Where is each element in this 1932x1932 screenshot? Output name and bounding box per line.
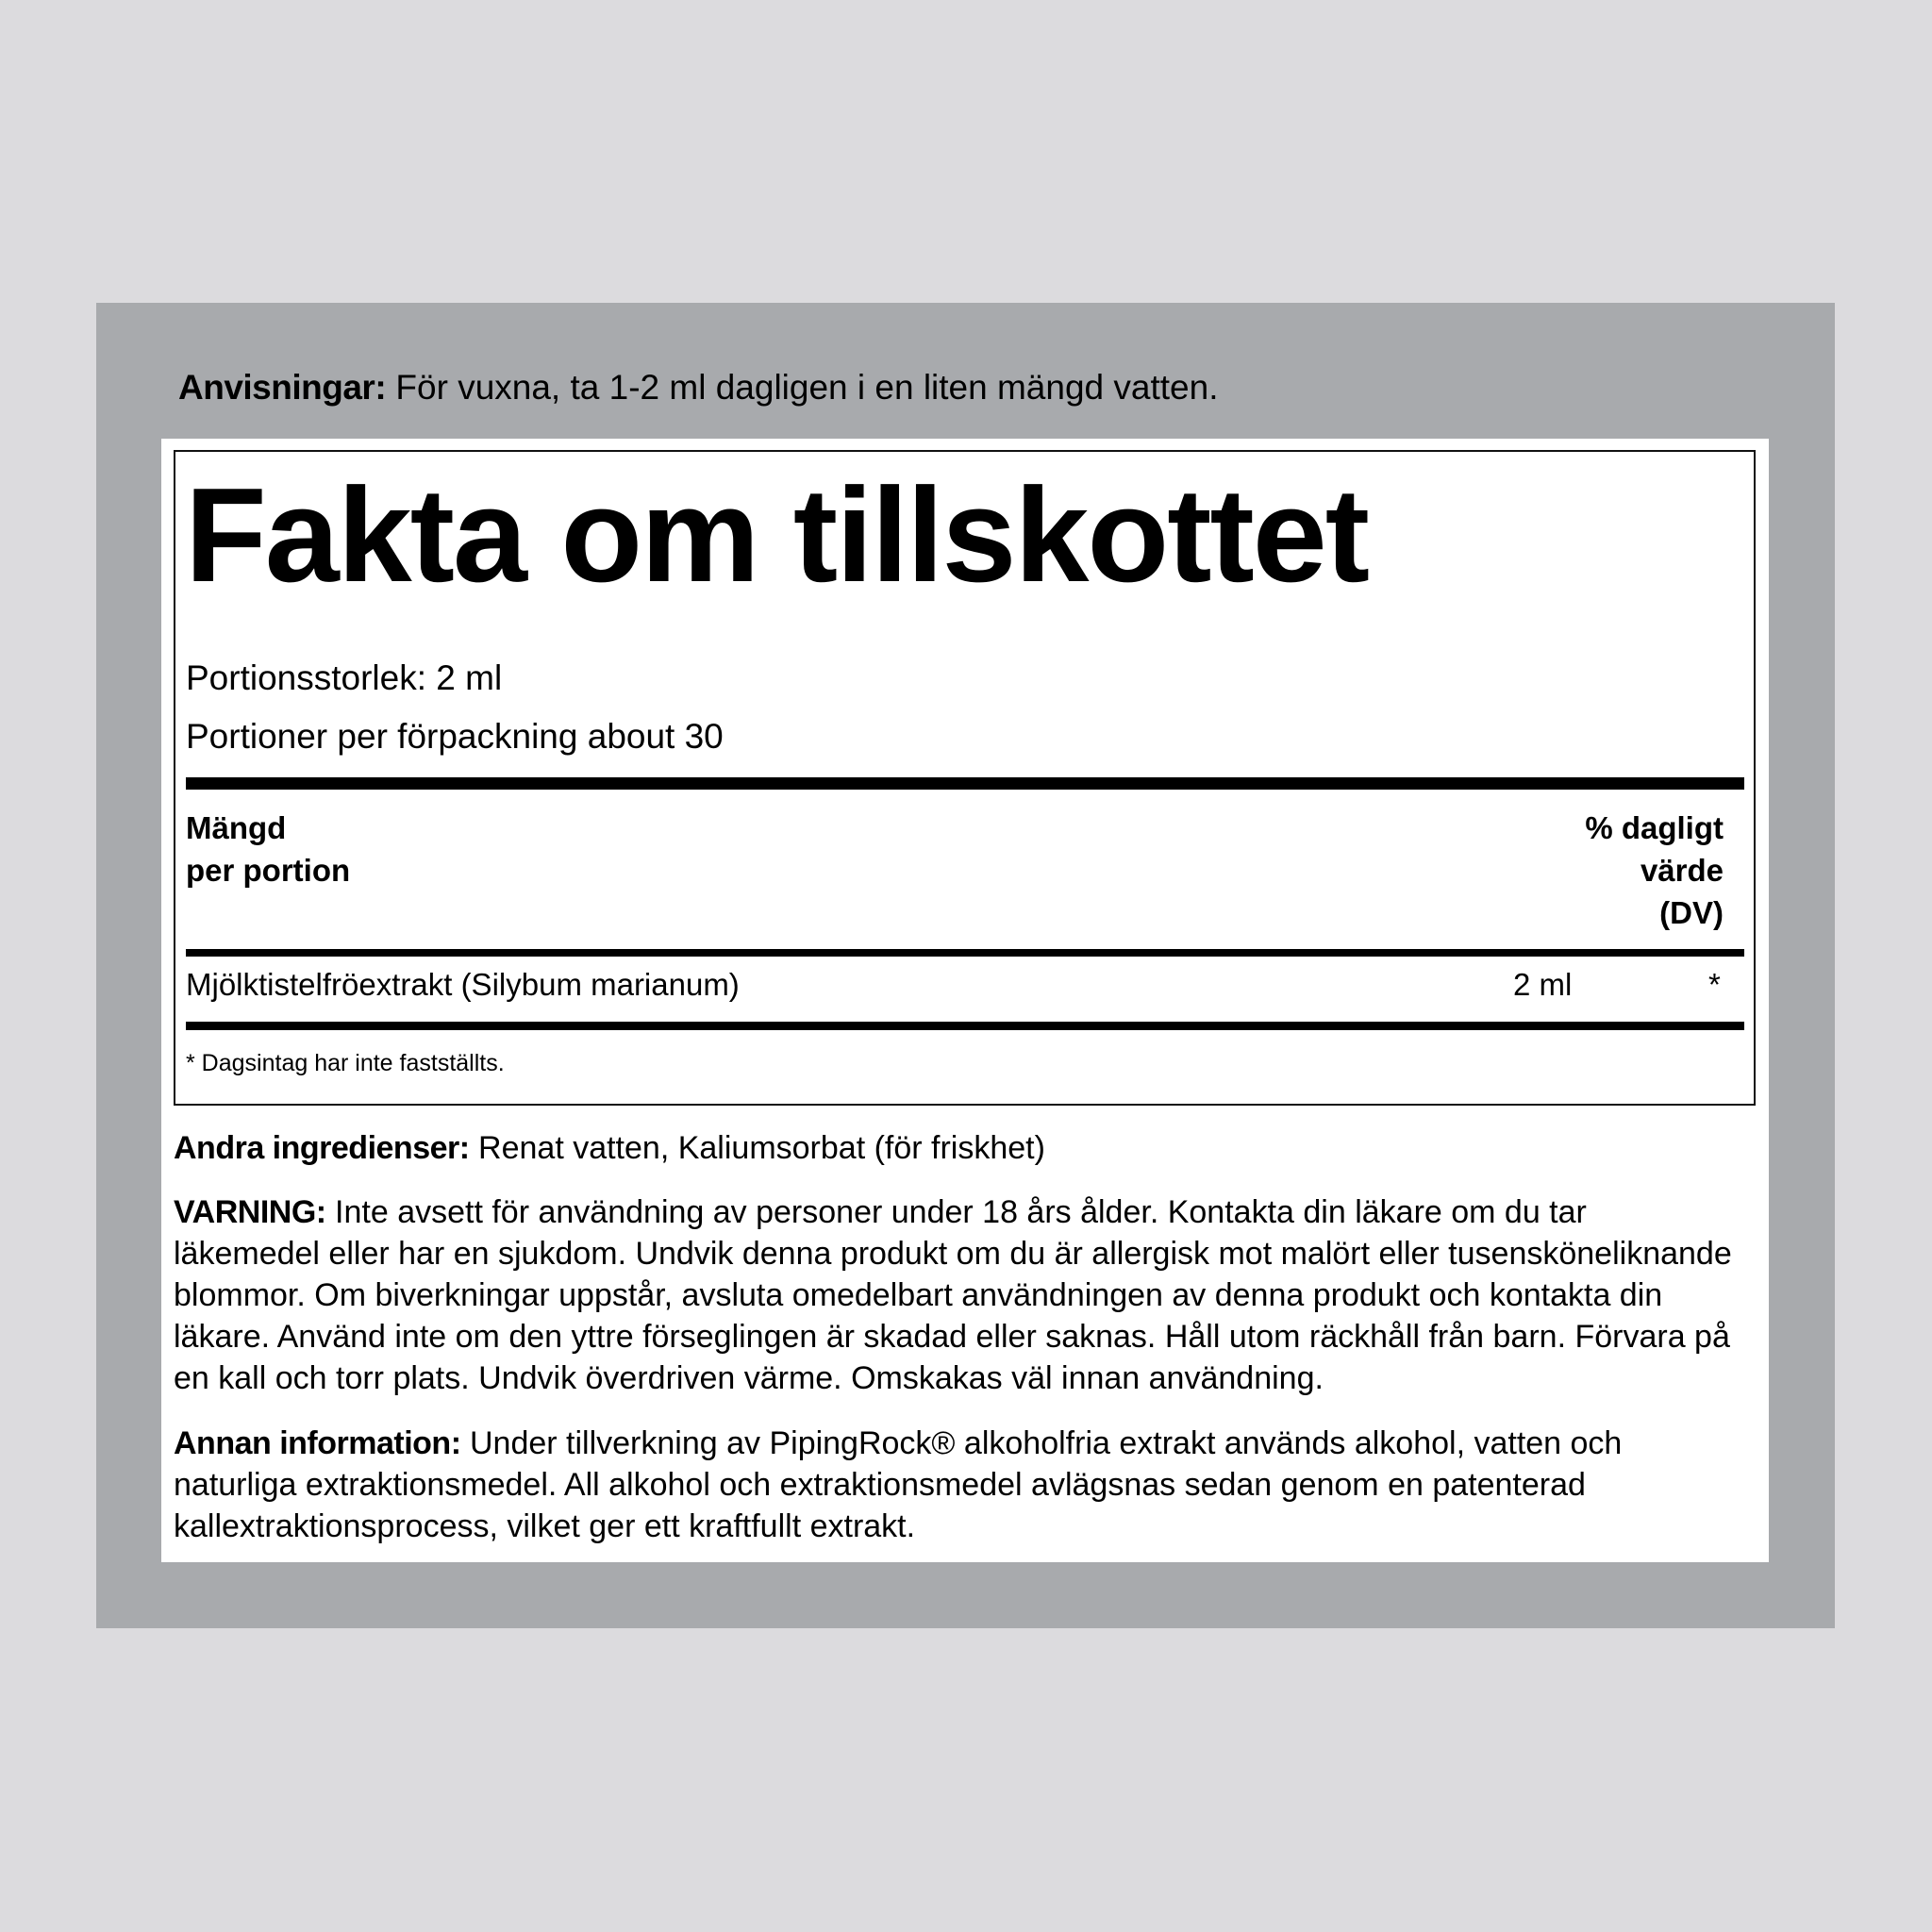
other-information-text: Under tillverkning av PipingRock® alkoholfria extrakt används alkohol, vatten och naturliga extraktionsmedel. All alkohol och extraktionsmedel avlägsnas sedan genom en patenterad kallextraktionsprocess, vilket ger ett kraftfullt extrakt. (174, 1425, 1623, 1544)
other-ingredients (174, 1127, 1740, 1169)
directions (178, 364, 1218, 411)
dv-header-line1: % dagligt (1585, 810, 1724, 845)
ingredient-amount: 2 ml (1513, 967, 1573, 1002)
other-information (174, 1423, 1740, 1547)
other-ingredients-text: Renat vatten, Kaliumsorbat (för friskhet) (478, 1130, 1045, 1166)
serving-size: Portionsstorlek: 2 ml (186, 658, 503, 697)
warning (174, 1191, 1740, 1399)
warning-text: Inte avsett för användning av personer under 18 års ålder. Kontakta din läkare om du tar läkemedel eller har en sjukdom. Undvik denna produkt om du är allergisk mot malört eller tusensköneliknande blommor. Om biverkningar uppstår, avsluta omedelbart användningen av denna produkt och kontakta din läkare. Använd inte om den yttre förseglingen är skadad eller saknas. Håll utom räckhåll från barn. Förvara på en kall och torr plats. Undvik överdriven värme. Omskakas väl innan användning. (174, 1194, 1732, 1396)
dv-header-line3: (DV) (1659, 895, 1724, 930)
thick-divider (186, 777, 1744, 790)
other-ingredients-label: Andra ingredienser: (174, 1130, 470, 1166)
amount-header-line1: Mängd (186, 810, 287, 845)
amount-header-line2: per portion (186, 853, 351, 888)
directions-text: För vuxna, ta 1-2 ml dagligen i en liten mängd vatten. (395, 368, 1219, 407)
ingredient-name: Mjölktistelfröextrakt (Silybum marianum) (186, 967, 740, 1002)
directions-label: Anvisningar: (178, 368, 387, 407)
facts-title: Fakta om tillskottet (185, 460, 1369, 610)
other-information-label: Annan information: (174, 1425, 461, 1461)
header-divider (186, 949, 1744, 957)
warning-label: VARNING: (174, 1194, 326, 1230)
dv-header-line2: värde (1640, 853, 1724, 888)
footnote: * Dagsintag har inte fastställts. (186, 1050, 505, 1076)
servings-per-container: Portioner per förpackning about 30 (186, 717, 724, 756)
ingredient-dv: * (1708, 967, 1721, 1002)
row-divider (186, 1022, 1744, 1030)
amount-per-serving-header (186, 807, 350, 891)
daily-value-header (1585, 807, 1724, 934)
